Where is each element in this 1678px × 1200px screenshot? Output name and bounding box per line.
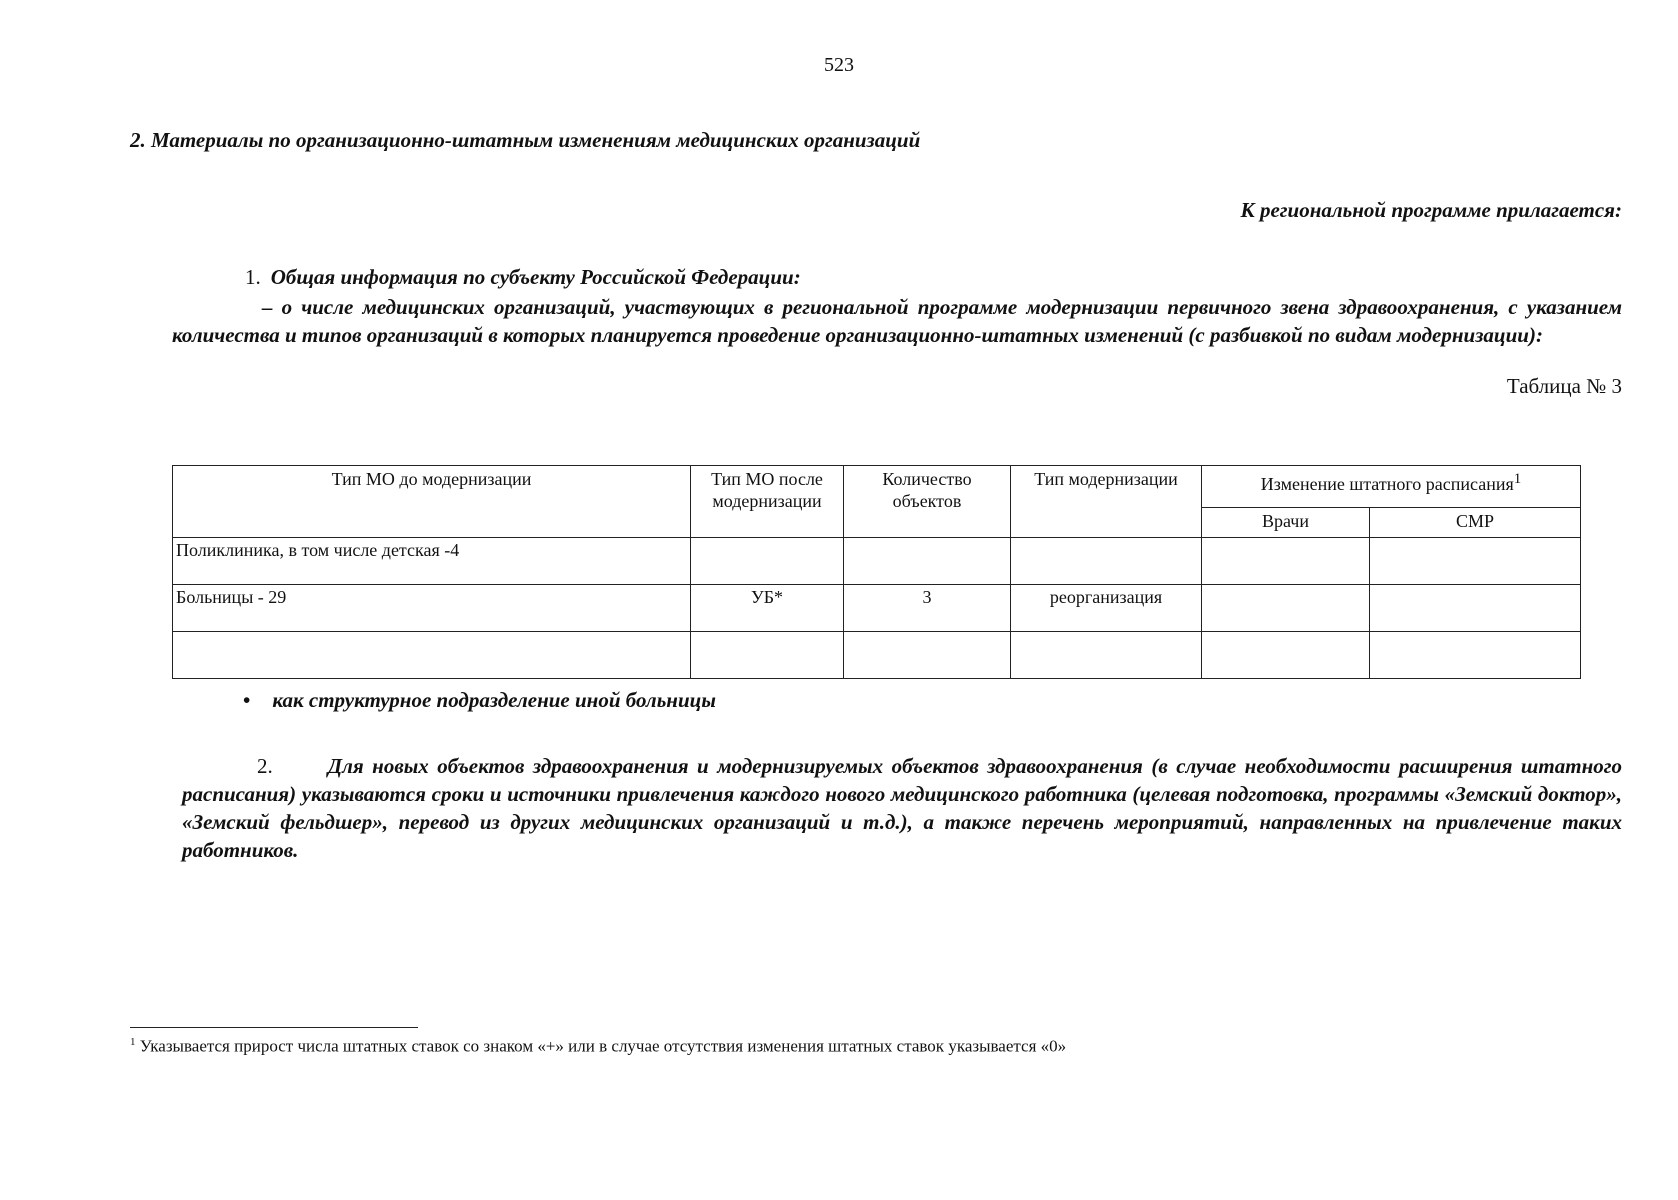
modernization-table <box>172 465 1581 679</box>
header-doctors: Врачи <box>1202 508 1370 538</box>
cell-doctors <box>1202 632 1370 679</box>
cell-count: 3 <box>844 585 1011 632</box>
cell-count <box>844 632 1011 679</box>
bullet-note <box>243 688 716 713</box>
header-type-before: Тип МО до модернизации <box>173 466 691 538</box>
item1-number: 1. <box>245 265 261 289</box>
cell-smr <box>1370 632 1581 679</box>
cell-smr <box>1370 585 1581 632</box>
header-staff-change-label: Изменение штатного расписания <box>1260 474 1514 494</box>
bullet-icon: • <box>243 688 251 712</box>
item2-number: 2. <box>257 754 273 778</box>
cell-type-after <box>691 538 844 585</box>
item2-text: Для новых объектов здравоохранения и модернизируемых объектов здравоохранения (в случае необходимости расширения штатного расписания) указываются сроки и источники привлечения каждого нового медицинского работника (целевая подготовка, программы «Земский доктор», «Земский фельдшер», перевод из других медицинских организаций и т.д.), а также перечень мероприятий, направленных на привлечение таких работников. <box>182 754 1622 862</box>
cell-modernization: реорганизация <box>1011 585 1202 632</box>
header-type-after: Тип МО после модернизации <box>691 466 844 538</box>
header-staff-change <box>1202 466 1581 508</box>
attachment-note: К региональной программе прилагается: <box>1240 198 1622 222</box>
header-smr: СМР <box>1370 508 1581 538</box>
footnote <box>130 1036 1066 1057</box>
cell-type-before <box>173 632 691 679</box>
table-row <box>173 538 1581 585</box>
cell-type-after <box>691 632 844 679</box>
item1-heading <box>245 265 801 290</box>
table-row <box>173 585 1581 632</box>
cell-count <box>844 538 1011 585</box>
cell-doctors <box>1202 585 1370 632</box>
cell-type-before: Поликлиника, в том числе детская -4 <box>173 538 691 585</box>
cell-modernization <box>1011 632 1202 679</box>
table-header-row <box>173 466 1581 508</box>
bullet-text: как структурное подразделение иной больницы <box>272 688 716 712</box>
page-number: 523 <box>824 54 854 76</box>
cell-doctors <box>1202 538 1370 585</box>
footnote-divider <box>130 1027 418 1028</box>
cell-smr <box>1370 538 1581 585</box>
cell-modernization <box>1011 538 1202 585</box>
table-caption: Таблица № 3 <box>1506 374 1622 398</box>
item2-paragraph <box>182 752 1622 864</box>
section-heading: 2. Материалы по организационно-штатным изменениям медицинских организаций <box>130 128 921 152</box>
item1-text: – о числе медицинских организаций, участвующих в региональной программе модернизации первичного звена здравоохранения, с указанием количества и типов организаций в которых планируется проведение организационно-штатных изменений (с разбивкой по видам модернизации): <box>172 295 1622 347</box>
header-modernization-type: Тип модернизации <box>1011 466 1202 538</box>
footnote-mark: 1 <box>130 1036 136 1048</box>
table-row <box>173 632 1581 679</box>
header-footnote-mark: 1 <box>1513 471 1522 487</box>
cell-type-before: Больницы - 29 <box>173 585 691 632</box>
cell-type-after: УБ* <box>691 585 844 632</box>
footnote-text: Указывается прирост числа штатных ставок со знаком «+» или в случае отсутствия изменения штатных ставок указывается «0» <box>135 1036 1067 1056</box>
header-count: Количество объектов <box>844 466 1011 538</box>
item1-heading-text: Общая информация по субъекту Российской Федерации: <box>270 265 801 289</box>
